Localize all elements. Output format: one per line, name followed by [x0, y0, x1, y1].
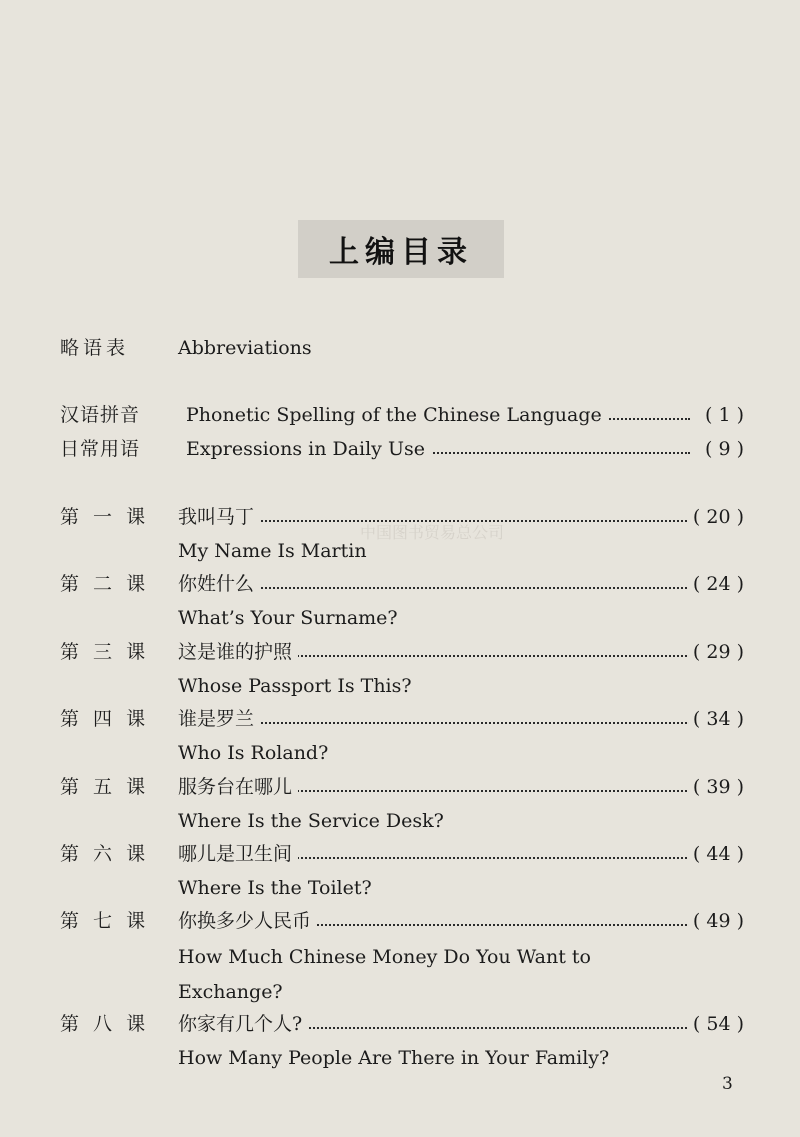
- lesson-number: 第 六 课: [60, 843, 150, 865]
- entry-label: 汉语拼音: [60, 404, 141, 426]
- page-reference: ( 44 ): [687, 837, 744, 871]
- lesson-number: 第 四 课: [60, 708, 150, 730]
- lesson-title-english: Where Is the Service Desk?: [178, 810, 444, 832]
- title-banner: [298, 220, 504, 278]
- lesson-number: 第 五 课: [60, 776, 150, 798]
- page-reference: ( 24 ): [687, 567, 744, 601]
- page-number: 3: [722, 1074, 733, 1094]
- lesson-title-english: How Many People Are There in Your Family?: [178, 1047, 610, 1069]
- lesson-title-english: How Much Chinese Money Do You Want to: [178, 946, 591, 968]
- lesson-title-chinese: 服务台在哪儿: [178, 770, 298, 804]
- toc-entry-lesson[interactable]: [0, 1007, 800, 1041]
- lesson-title-english: Where Is the Toilet?: [178, 877, 372, 899]
- page-reference: ( 39 ): [687, 770, 744, 804]
- lesson-title-chinese: 这是谁的护照: [178, 635, 298, 669]
- toc-entry-abbreviations[interactable]: [0, 331, 800, 365]
- toc-entry-lesson[interactable]: [0, 702, 800, 736]
- lesson-title-english-continued: Exchange?: [178, 981, 283, 1003]
- lesson-title-english: Whose Passport Is This?: [178, 675, 412, 697]
- entry-title: Abbreviations: [178, 331, 318, 365]
- entry-title: Phonetic Spelling of the Chinese Language: [186, 398, 608, 432]
- lesson-title-chinese: 哪儿是卫生间: [178, 837, 298, 871]
- page-reference: ( 29 ): [687, 635, 744, 669]
- lesson-number: 第 七 课: [60, 910, 150, 932]
- toc-entry-lesson[interactable]: [0, 500, 800, 534]
- toc-entry[interactable]: [0, 432, 800, 466]
- page-title: 上编目录: [329, 235, 473, 270]
- entry-label: 日常用语: [60, 438, 141, 460]
- toc-entry-lesson[interactable]: [0, 770, 800, 804]
- lesson-number: 第 二 课: [60, 573, 150, 595]
- lesson-title-chinese: 你换多少人民币: [178, 904, 317, 938]
- watermark: 中国图书贸易总公司: [360, 523, 505, 542]
- lesson-number: 第 一 课: [60, 506, 150, 528]
- lesson-title-english: What’s Your Surname?: [178, 607, 398, 629]
- lesson-title-chinese: 你家有几个人?: [178, 1007, 308, 1041]
- toc-entry-lesson[interactable]: [0, 635, 800, 669]
- entry-title: Expressions in Daily Use: [186, 432, 431, 466]
- lesson-title-english: My Name Is Martin: [178, 540, 367, 562]
- lesson-title-english: Who Is Roland?: [178, 742, 329, 764]
- lesson-title-chinese: 我叫马丁: [178, 500, 260, 534]
- lesson-title-chinese: 你姓什么: [178, 567, 260, 601]
- page-reference: ( 49 ): [687, 904, 744, 938]
- lesson-number: 第 三 课: [60, 641, 150, 663]
- page-reference: ( 1 ): [699, 398, 744, 432]
- lesson-title-chinese: 谁是罗兰: [178, 702, 260, 736]
- page-reference: ( 34 ): [687, 702, 744, 736]
- toc-entry[interactable]: [0, 398, 800, 432]
- toc-entry-lesson[interactable]: [0, 837, 800, 871]
- entry-label: 略语表: [60, 337, 130, 359]
- page-reference: ( 9 ): [699, 432, 744, 466]
- toc-entry-lesson[interactable]: [0, 567, 800, 601]
- page-reference: ( 20 ): [687, 500, 744, 534]
- page-reference: ( 54 ): [687, 1007, 744, 1041]
- lesson-number: 第 八 课: [60, 1013, 150, 1035]
- toc-entry-lesson[interactable]: [0, 904, 800, 938]
